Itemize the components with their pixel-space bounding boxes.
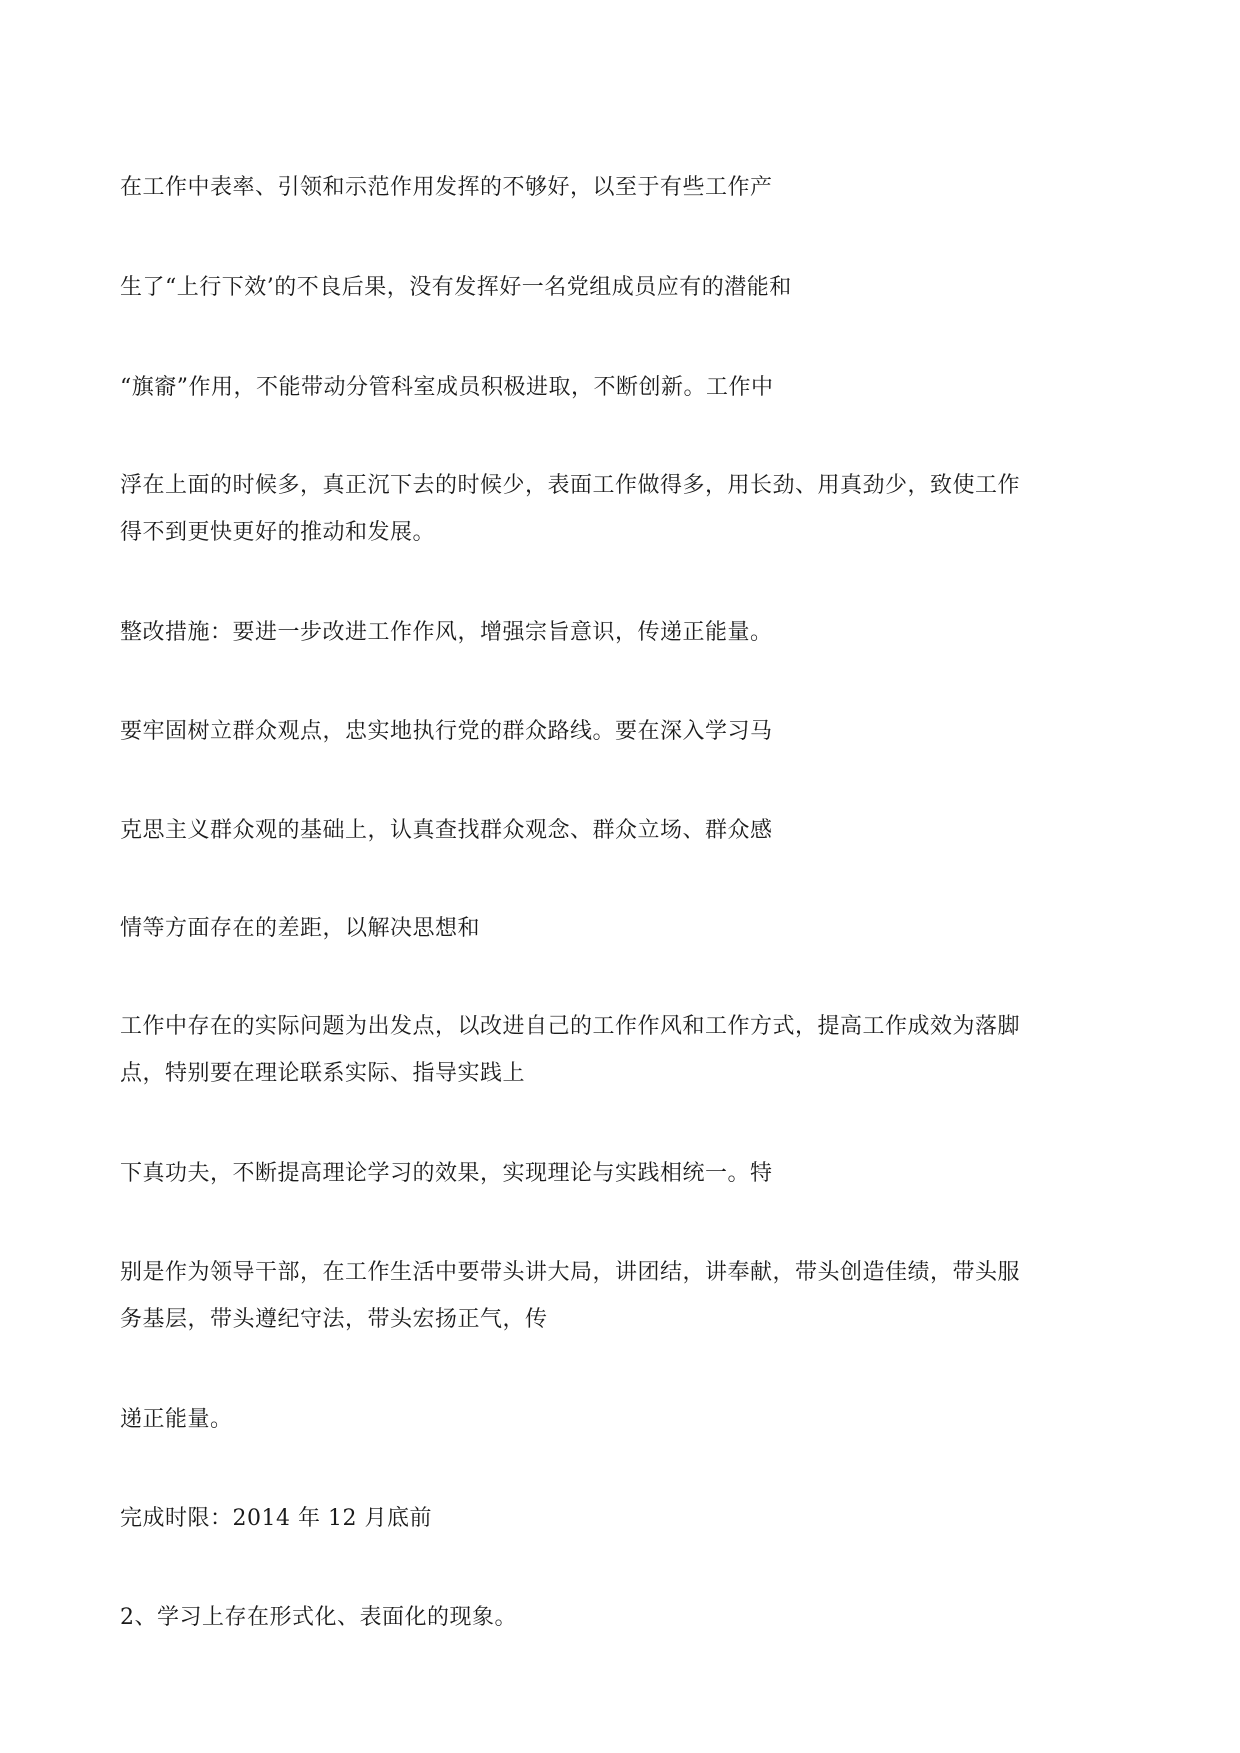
text-line: 完成时限：2014 年 12 月底前 bbox=[120, 1506, 432, 1531]
text-line: 工作中存在的实际问题为出发点，以改进自己的工作作风和工作方式，提高工作成效为落脚 bbox=[120, 1014, 1021, 1039]
text-line: 整改措施：要进一步改进工作作风，增强宗旨意识，传递正能量。 bbox=[120, 620, 773, 645]
text-line: 得不到更快更好的推动和发展。 bbox=[120, 520, 436, 545]
text-line: 浮在上面的时候多，真正沉下去的时候少，表面工作做得多，用长劲、用真劲少，致使工作 bbox=[120, 473, 1021, 498]
text-line: 递正能量。 bbox=[120, 1407, 233, 1432]
text-line: 下真功夫，不断提高理论学习的效果，实现理论与实践相统一。特 bbox=[120, 1161, 773, 1186]
text-line: “旗窬”作用，不能带动分管科室成员积极进取，不断创新。工作中 bbox=[120, 375, 774, 400]
text-line: 在工作中表率、引领和示范作用发挥的不够好，以至于有些工作产 bbox=[120, 175, 773, 200]
text-line: 情等方面存在的差距，以解决思想和 bbox=[120, 916, 481, 941]
text-line: 2、学习上存在形式化、表面化的现象。 bbox=[120, 1605, 517, 1630]
text-line: 要牢固树立群众观点，忠实地执行党的群众路线。要在深入学习马 bbox=[120, 719, 773, 744]
text-line: 点，特别要在理论联系实际、指导实践上 bbox=[120, 1061, 526, 1086]
text-line: 生了“上行下效’的不良后果，没有发挥好一名党组成员应有的潜能和 bbox=[120, 275, 792, 300]
text-line: 克思主义群众观的基础上，认真查找群众观念、群众立场、群众感 bbox=[120, 818, 773, 843]
text-line: 务基层，带头遵纪守法，带头宏扬正气，传 bbox=[120, 1307, 548, 1332]
text-line: 别是作为领导干部，在工作生活中要带头讲大局，讲团结，讲奉献，带头创造佳绩，带头服 bbox=[120, 1260, 1021, 1285]
